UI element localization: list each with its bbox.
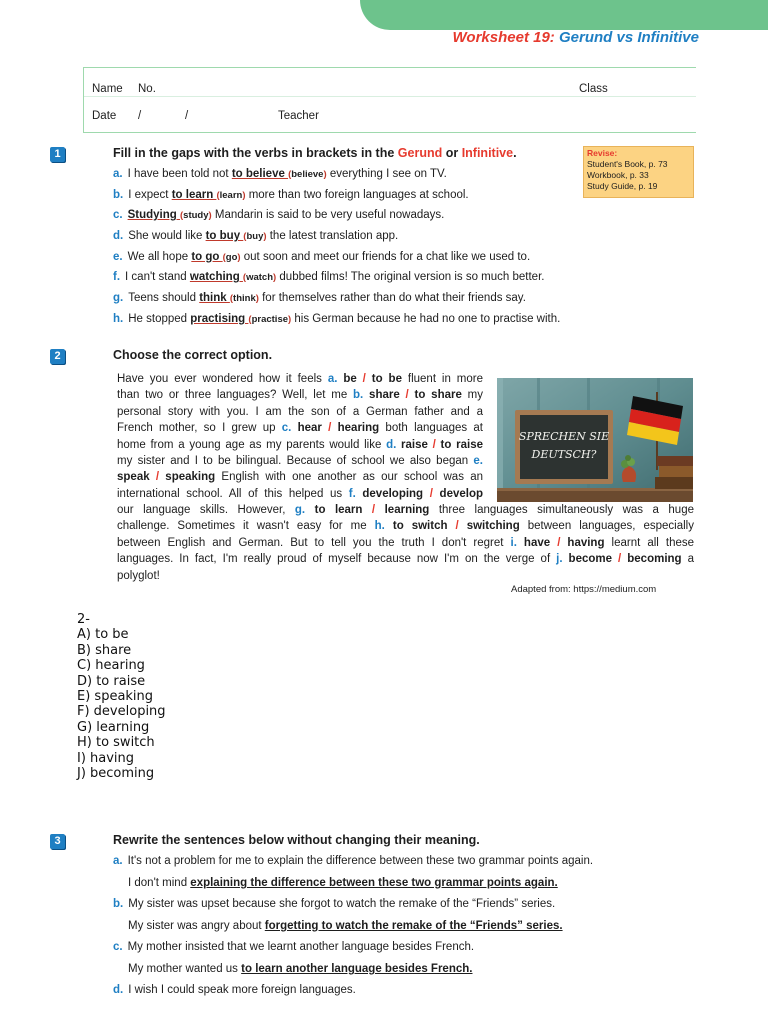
option-choice: to share	[408, 389, 462, 402]
paragraph-line	[117, 387, 483, 403]
title-prefix: Worksheet 19:	[452, 29, 555, 46]
item-verb: learn	[219, 190, 243, 201]
date-label: Date	[92, 110, 117, 122]
paragraph-line	[117, 551, 694, 567]
instruction-dot: .	[513, 146, 517, 160]
ex1-item: f. I can't stand watching (watch) dubbed films! The original version is so much better.	[113, 271, 545, 283]
option-slash: /	[432, 438, 436, 451]
source-credit: Adapted from: https://medium.com	[511, 584, 657, 595]
paragraph-text: learnt all these	[604, 536, 695, 549]
item-answer: watching	[189, 271, 243, 283]
rewrite-answer: forgetting to watch the remake of the “Friends” series.	[264, 920, 563, 932]
option-slash: /	[328, 422, 332, 435]
answer-line: J) becoming	[77, 766, 155, 782]
option-letter: e.	[473, 455, 483, 468]
paragraph-text: than two or three languages? Well, let me	[117, 389, 354, 402]
ex3-item	[113, 898, 555, 910]
item-answer: think	[199, 292, 230, 304]
paragraph-text: my	[461, 389, 483, 402]
option-choice: becoming	[621, 553, 682, 566]
exercise-2-instruction: Choose the correct option.	[113, 348, 273, 362]
item-verb: watch	[246, 272, 274, 283]
option-choice: to switch	[384, 520, 456, 533]
item-letter: e.	[113, 251, 123, 263]
item-verb: study	[183, 210, 209, 221]
option-letter: j.	[556, 553, 563, 566]
paragraph-text: three languages simultaneously was a huge	[429, 504, 694, 516]
answer-line: A) to be	[77, 627, 129, 643]
item-text: I expect	[128, 189, 172, 201]
paragraph-text: between English and German. But to tell you the truth I don't regret	[117, 536, 511, 549]
paragraph-text: polyglot!	[117, 569, 160, 582]
rewrite-stem: I don't mind	[128, 877, 191, 889]
option-choice: have	[516, 536, 558, 549]
date-slash-2: /	[185, 110, 189, 122]
option-letter: g.	[294, 504, 306, 516]
item-sentence: My mother insisted that we learnt another language besides French.	[127, 941, 475, 953]
ex3-rewrite	[128, 963, 472, 975]
item-verb: practise	[251, 314, 289, 325]
header-green-tab	[360, 0, 768, 30]
item-letter: a.	[113, 168, 123, 180]
item-sentence: I wish I could speak more foreign languages.	[128, 984, 356, 996]
option-choice: share	[363, 389, 406, 402]
option-choice: raise	[396, 438, 433, 451]
story-paragraph-bottom	[117, 502, 694, 584]
option-choice: speak	[117, 471, 156, 484]
item-text: more than two foreign languages at school.	[245, 189, 469, 201]
answer-line: H) to switch	[77, 735, 155, 751]
ex1-item: a. I have been told not to believe (believe) everything I see on TV.	[113, 168, 447, 180]
paragraph-text: international school. All of this helped us	[117, 487, 349, 500]
student-info-box	[83, 67, 696, 133]
item-letter: c.	[113, 941, 123, 953]
item-letter: f.	[113, 271, 121, 283]
instruction-text: Fill in the gaps with the verbs in brackets in the	[113, 146, 398, 160]
chalkboard-line-2: DEUTSCH?	[531, 448, 597, 461]
option-slash: /	[455, 520, 459, 533]
answer-line: D) to raise	[77, 673, 146, 689]
paragraph-line	[117, 535, 694, 551]
typed-answers-list	[77, 612, 166, 781]
item-answer: practising	[190, 313, 249, 325]
item-sentence: It's not a problem for me to explain the difference between these two grammar points again.	[127, 855, 594, 867]
paragraph-text: home from a young age as my parents would like	[117, 438, 387, 451]
paragraph-text: my sister and I to be bilingual. Because of school we also began	[117, 455, 474, 468]
option-slash: /	[155, 471, 160, 484]
item-text: We all hope	[127, 251, 192, 263]
rewrite-stem: My sister was angry about	[128, 920, 265, 932]
option-choice: hearing	[331, 422, 380, 435]
answer-line: E) speaking	[77, 689, 154, 705]
rewrite-stem: My mother wanted us	[128, 963, 242, 975]
item-answer: Studying	[127, 209, 180, 221]
ex1-item: h. He stopped practising (practise) his German because he had no one to practise with.	[113, 313, 561, 325]
item-answer: to go	[191, 251, 223, 263]
or-word: or	[442, 146, 462, 160]
paragraph-text: a	[681, 553, 694, 566]
item-answer: to believe	[231, 168, 289, 180]
option-choice: develop	[432, 487, 483, 500]
teacher-label: Teacher	[278, 110, 319, 122]
ex1-item: d. She would like to buy (buy) the latest translation app.	[113, 230, 399, 242]
revise-line: Study Guide, p. 19	[587, 181, 658, 191]
paragraph-line	[117, 502, 694, 518]
ex3-item	[113, 941, 474, 953]
date-slash-1: /	[138, 110, 142, 122]
item-text: everything I see on TV.	[326, 168, 447, 180]
option-choice: learning	[375, 504, 430, 516]
option-choice: having	[560, 536, 605, 549]
paragraph-text: personal story with you. I am the son of a German father and a	[117, 405, 483, 418]
item-letter: b.	[113, 189, 124, 201]
item-letter: d.	[113, 230, 124, 242]
answer-line: I) having	[77, 750, 135, 766]
item-text: Teens should	[128, 292, 200, 304]
option-choice: be	[337, 373, 363, 385]
paragraph-line	[117, 469, 483, 485]
item-text: the latest translation app.	[266, 230, 399, 242]
option-slash: /	[618, 553, 622, 566]
paragraph-text: both languages at	[379, 422, 483, 435]
item-text: his German because he had no one to practise with.	[291, 313, 561, 325]
answer-line: B) share	[77, 642, 132, 658]
option-slash: /	[557, 536, 561, 549]
ex1-item: e. We all hope to go (go) out soon and meet our friends for a chat like we used to.	[113, 251, 531, 263]
ex3-rewrite	[128, 920, 563, 932]
ex1-item: g. Teens should think (think) for themselves rather than do what their friends say.	[113, 292, 526, 304]
paragraph-text: languages. In fact, I'm really proud of myself because now I'm on the verge of	[117, 553, 557, 566]
paragraph-text: fluent in more	[401, 373, 483, 385]
item-text: Mandarin is said to be very useful nowadays.	[211, 209, 445, 221]
option-slash: /	[429, 487, 433, 500]
item-text: out soon and meet our friends for a chat like we used to.	[240, 251, 531, 263]
item-letter: c.	[113, 209, 123, 221]
item-text: for themselves rather than do what their friends say.	[258, 292, 526, 304]
option-choice: to be	[365, 373, 402, 385]
paragraph-line	[117, 420, 483, 436]
option-choice: to raise	[435, 438, 483, 451]
answer-line: F) developing	[77, 704, 166, 720]
exercise-3-instruction: Rewrite the sentences below without changing their meaning.	[113, 833, 480, 847]
item-answer: to buy	[205, 230, 244, 242]
option-choice: become	[562, 553, 619, 566]
item-text: I have been told not	[127, 168, 232, 180]
infinitive-word: Infinitive	[461, 146, 514, 160]
option-choice: switching	[458, 520, 520, 533]
paragraph-line	[117, 518, 694, 534]
paragraph-line	[117, 568, 694, 584]
paragraph-text: English with one another as our school was an	[215, 471, 483, 484]
option-choice: to learn	[305, 504, 372, 516]
revise-box	[583, 146, 694, 198]
item-text: She would like	[128, 230, 206, 242]
item-letter: a.	[113, 855, 123, 867]
exercise-1-instruction	[113, 146, 517, 160]
ex3-item	[113, 984, 356, 996]
number-label: No.	[138, 83, 156, 95]
item-text: I can't stand	[125, 271, 190, 283]
ex1-item: c. Studying (study) Mandarin is said to be very useful nowadays.	[113, 209, 445, 221]
chalkboard-photo	[497, 378, 693, 502]
paragraph-line	[117, 437, 483, 453]
story-paragraph-top	[117, 371, 483, 502]
paragraph-text: challenge. Sometimes it wasn't easy for me	[117, 520, 375, 533]
option-slash: /	[362, 373, 366, 385]
item-letter: g.	[113, 292, 124, 304]
paragraph-line	[117, 404, 483, 420]
item-letter: b.	[113, 898, 124, 910]
answer-line: C) hearing	[77, 658, 145, 674]
item-letter: d.	[113, 984, 124, 996]
answer-line: 2-	[77, 612, 90, 627]
name-label: Name	[92, 83, 123, 95]
ex3-rewrite	[128, 877, 558, 889]
option-letter: i.	[510, 536, 517, 549]
rewrite-answer: to learn another language besides French.	[241, 963, 473, 975]
title-main: Gerund vs Infinitive	[558, 29, 699, 46]
option-letter: h.	[374, 520, 385, 533]
exercise-1-badge: 1	[50, 147, 65, 162]
option-letter: f.	[348, 487, 356, 500]
gerund-word: Gerund	[397, 146, 443, 160]
answer-line: G) learning	[77, 719, 150, 735]
rewrite-answer: explaining the difference between these two grammar points again.	[190, 877, 558, 889]
item-text: He stopped	[128, 313, 191, 325]
item-verb: go	[225, 252, 238, 263]
option-slash: /	[371, 504, 376, 516]
paragraph-text: French mother, so I grew up	[117, 422, 282, 435]
revise-line: Student's Book, p. 73	[587, 159, 668, 169]
option-letter: c.	[281, 422, 292, 435]
paragraph-text: between languages, especially	[519, 520, 694, 533]
option-slash: /	[405, 389, 409, 402]
option-choice: hear	[291, 422, 329, 435]
info-divider	[84, 96, 696, 97]
ex3-item	[113, 855, 593, 867]
revise-title: Revise:	[587, 148, 618, 158]
paragraph-text: Have you ever wondered how it feels	[117, 373, 328, 385]
exercise-2-badge: 2	[50, 349, 65, 364]
item-verb: think	[233, 293, 256, 304]
option-choice: speaking	[159, 471, 216, 484]
item-letter: h.	[113, 313, 124, 325]
option-letter: d.	[386, 438, 397, 451]
option-letter: b.	[353, 389, 364, 402]
paragraph-text: our language skills. However,	[117, 504, 295, 516]
paragraph-line	[117, 486, 483, 502]
option-choice: developing	[355, 487, 430, 500]
chalkboard-line-1: SPRECHEN SIE	[518, 430, 610, 443]
exercise-3-badge: 3	[50, 834, 65, 849]
worksheet-title	[453, 29, 699, 46]
item-verb: buy	[246, 231, 264, 242]
class-label: Class	[579, 83, 608, 95]
item-verb: believe	[291, 169, 324, 180]
item-text: dubbed films! The original version is so much better.	[276, 271, 545, 283]
paragraph-line	[117, 453, 483, 469]
item-answer: to learn	[171, 189, 217, 201]
ex1-item: b. I expect to learn (learn) more than two foreign languages at school.	[113, 189, 469, 201]
paragraph-line	[117, 371, 483, 387]
item-sentence: My sister was upset because she forgot to watch the remake of the “Friends” series.	[128, 898, 556, 910]
revise-line: Workbook, p. 33	[587, 170, 649, 180]
option-letter: a.	[327, 373, 338, 385]
